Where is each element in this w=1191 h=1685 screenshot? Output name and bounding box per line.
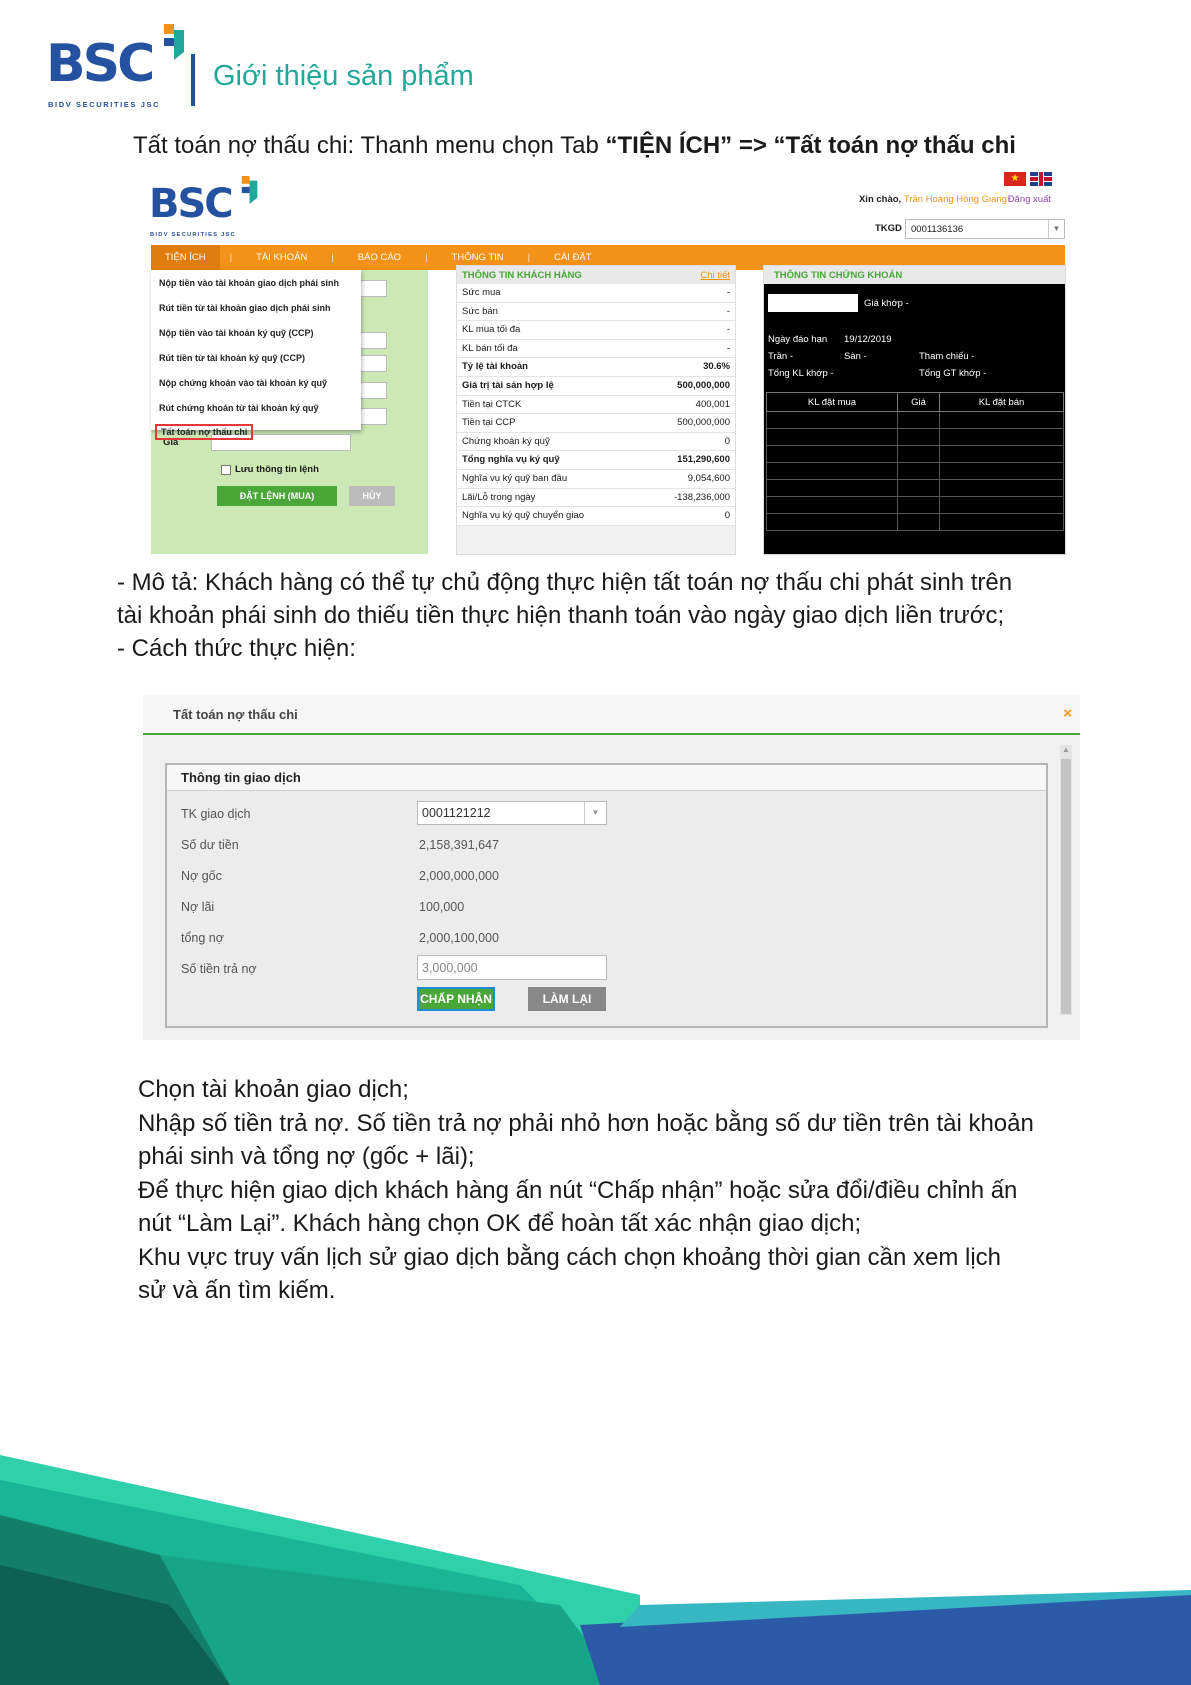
customer-info-label: KL mua tối đa [462,324,521,336]
order-book-row [767,412,1064,429]
step-line: Chọn tài khoản giao dịch; [138,1076,409,1103]
vietnam-flag-icon[interactable]: ★ [1004,172,1026,186]
bsc-logo-subtitle: BIDV SECURITIES JSC [48,100,161,109]
order-book-row [767,429,1064,446]
cancel-order-button[interactable]: HỦY [349,486,395,506]
page-title: Giới thiệu sản phẩm [213,60,474,92]
principal-label: Nợ gốc [181,869,222,883]
stock-symbol-input[interactable] [768,294,858,312]
trading-app-screenshot [145,168,1068,556]
dialog-title: Tất toán nợ thấu chi [173,706,298,722]
menu-separator: | [229,252,233,263]
dropdown-item[interactable]: Rút tiền từ tài khoản ký quỹ (CCP) [159,353,306,363]
bsc-logo [46,24,181,110]
order-book-col: Giá [897,393,939,412]
customer-info-label: Chứng khoán ký quỹ [462,435,550,447]
customer-info-value: - [726,287,730,298]
customer-info-label: Tổng nghĩa vụ ký quỹ [462,454,560,466]
menu-tien-ich[interactable]: TIỆN ÍCH [151,245,220,270]
customer-info-label: Tiền tại CTCK [462,398,522,410]
balance-label: Số dư tiền [181,838,239,852]
step-line: Nhập số tiền trả nợ. Số tiền trả nợ phải nhỏ hơn hoặc bằng số dư tiền trên tài khoản [138,1109,1034,1137]
order-book-row [767,446,1064,463]
account-label: TK giao dịch [181,807,251,821]
description-line: - Mô tả: Khách hàng có thể tự chủ động thực hiện tất toán nợ thấu chi phát sinh trên [117,569,1013,596]
floor-price: Sàn - [844,351,867,362]
price-label: Giá [163,437,179,448]
customer-info-row [457,470,735,489]
ceiling-price: Trần - [768,351,793,362]
customer-info-label: Nghĩa vụ ký quỹ ban đầu [462,472,568,484]
order-book-col: KL đặt mua [767,393,898,412]
customer-info-row [457,377,735,396]
customer-info-value: - [726,342,730,354]
reset-button[interactable]: LÀM LẠI [528,987,606,1011]
customer-info-value: 30.6% [703,361,730,373]
customer-info-row [457,284,735,303]
step-line: Khu vực truy vấn lịch sử giao dịch bằng cách chọn khoảng thời gian cần xem lịch [138,1243,1002,1271]
order-book-row [767,463,1064,480]
customer-info-title: THÔNG TIN KHÁCH HÀNG [462,270,582,281]
customer-info-row [457,507,735,526]
customer-info-header [457,266,735,284]
dropdown-item[interactable]: Rút tiền từ tài khoản giao dịch phái sinh [159,303,331,313]
customer-info-label: Lãi/Lỗ trong ngày [462,491,536,503]
interest-value: 100,000 [419,900,465,914]
overdraft-settlement-dialog [143,695,1080,1040]
dropdown-item[interactable]: Nộp chứng khoán vào tài khoản ký quỹ [159,378,328,388]
payment-amount-label: Số tiền trả nợ [181,962,257,976]
place-order-button[interactable]: ĐẶT LỆNH (MUA) [217,486,337,506]
description-line: - Cách thức thực hiện: [117,635,356,662]
menu-separator: | [331,252,334,263]
customer-info-row [457,321,735,340]
stock-info-title: THÔNG TIN CHỨNG KHOÁN [764,266,1065,284]
customer-info-value: 500,000,000 [677,379,730,391]
tkgd-label: TKGD [875,223,902,234]
chevron-down-icon: ▼ [1048,220,1064,238]
order-book-table [766,392,1064,531]
logout-link[interactable]: Đăng xuất [1007,194,1051,205]
customer-info-label: Tiền tại CCP [462,417,516,429]
total-debt-value: 2,000,100,000 [419,931,499,945]
stock-info-panel [763,265,1066,555]
user-name-link[interactable]: Trần Hoàng Hồng Giang [903,194,1007,205]
description [117,566,1012,665]
step-line: sử và ấn tìm kiếm. [138,1277,336,1304]
chevron-down-icon: ▼ [584,802,606,824]
scrollbar-thumb[interactable] [1061,759,1071,1014]
customer-info-row [457,340,735,359]
customer-info-row [457,396,735,415]
customer-info-value: 400,001 [695,398,730,410]
match-price: Giá khớp - [864,298,909,309]
step-line: phái sinh và tổng nợ (gốc + lãi); [138,1143,475,1170]
app-logo-text: BSC [149,181,232,227]
customer-info-value: 151,290,600 [677,454,730,466]
customer-info-value: 0 [724,435,730,447]
checkbox-box[interactable] [221,465,231,475]
customer-info-row [457,303,735,322]
reference-price: Tham chiếu - [919,351,975,362]
close-icon[interactable]: × [1063,705,1072,722]
dialog-titlebar [143,695,1080,735]
language-switcher [1004,172,1052,186]
dropdown-item-overdraft-settlement[interactable]: Tất toán nợ thấu chi [155,424,253,440]
order-book-row [767,514,1064,531]
order-book-row [767,480,1064,497]
account-value: 0001121212 [422,806,491,820]
step-line: Để thực hiện giao dịch khách hàng ấn nút “Chấp nhận” hoặc sửa đổi/điều chỉnh ấn [138,1176,1018,1204]
principal-value: 2,000,000,000 [419,869,499,883]
app-logo [149,176,259,236]
order-book-header [767,393,1064,412]
customer-info-value: - [726,305,730,317]
customer-info-label: Sức mua [462,287,501,298]
customer-info-label: Nghĩa vụ ký quỹ chuyển giao [462,510,584,522]
dropdown-item[interactable]: Nộp tiền vào tài khoản giao dịch phái sinh [159,278,340,288]
menu-thong-tin[interactable]: THÔNG TIN [451,252,504,263]
customer-info-row [457,414,735,433]
detail-link[interactable]: Chi tiết [700,270,730,281]
customer-info-rows [457,284,735,526]
order-book-col: KL đặt bán [939,393,1063,412]
customer-info-row [457,433,735,452]
menu-bao-cao[interactable]: BÁO CÁO [357,252,402,263]
save-order-checkbox[interactable] [221,464,319,475]
customer-info-label: Giá trị tài sản hợp lệ [462,379,554,391]
intro-bold: “TIỆN ÍCH” => “Tất toán nợ thấu chi [605,132,1016,159]
menu-cai-dat[interactable]: CÀI ĐẶT [554,252,592,263]
instruction-steps [138,1073,1034,1308]
intro-prefix: Tất toán nợ thấu chi: Thanh menu chọn Tab [133,132,606,159]
description-line: tài khoản phái sinh do thiếu tiền thực hiện thanh toán vào ngày giao dịch liền trước; [117,602,1005,629]
total-matched-volume: Tổng KL khớp - [768,368,834,379]
section-title: Thông tin giao dịch [167,765,1046,791]
app-logo-mark-icon [237,176,259,204]
customer-info-row [457,451,735,470]
accept-button[interactable]: CHẤP NHẬN [417,987,495,1011]
welcome-text [859,194,1007,205]
payment-amount-input[interactable]: 3,000,000 [417,955,607,980]
customer-info-value: - [726,324,730,336]
order-book-row [767,497,1064,514]
welcome-prefix: Xin chào, [858,194,904,205]
save-order-label: Lưu thông tin lệnh [235,464,319,475]
maturity-label: Ngày đáo hạn [768,334,828,345]
customer-info-label: Sức bán [462,305,498,317]
menu-separator: | [527,252,531,263]
uk-flag-icon[interactable] [1030,172,1052,186]
balance-value: 2,158,391,647 [419,838,499,852]
intro-text [133,132,1016,160]
customer-info-value: 0 [724,510,730,522]
tkgd-value: 0001136136 [911,224,964,235]
app-logo-subtitle: BIDV SECURITIES JSC [150,232,236,238]
menu-tai-khoan[interactable]: TÀI KHOẢN [256,252,308,263]
tkgd-select[interactable] [905,219,1065,239]
dialog-scrollbar[interactable] [1060,745,1072,1015]
dropdown-item[interactable]: Rút chứng khoán từ tài khoản ký quỹ [159,403,319,413]
customer-info-row [457,358,735,377]
customer-info-row [457,489,735,508]
step-line: nút “Làm Lại”. Khách hàng chọn OK để hoàn tất xác nhận giao dịch; [138,1210,862,1237]
header-divider [191,54,195,106]
customer-info-value: -138,236,000 [674,491,730,503]
menu-separator: | [425,252,428,263]
customer-info-value: 9,054,600 [687,472,730,484]
total-debt-label: tổng nợ [181,931,224,945]
scroll-up-icon[interactable]: ▲ [1062,745,1070,754]
interest-label: Nợ lãi [181,900,215,914]
dropdown-item[interactable]: Nộp tiền vào tài khoản ký quỹ (CCP) [159,328,314,338]
footer-decoration [0,1455,1191,1685]
customer-info-label: KL bán tối đa [462,342,518,354]
maturity-value: 19/12/2019 [844,334,892,345]
total-matched-value: Tổng GT khớp - [919,368,987,379]
transaction-info-section [165,763,1048,1028]
customer-info-panel [456,265,736,555]
customer-info-value: 500,000,000 [677,417,730,429]
customer-info-label: Tỷ lệ tài khoản [462,361,528,373]
account-select[interactable] [417,801,607,825]
tien-ich-dropdown [151,270,361,437]
bsc-logo-mark-icon [158,24,186,60]
bsc-logo-text: BSC [46,34,153,94]
